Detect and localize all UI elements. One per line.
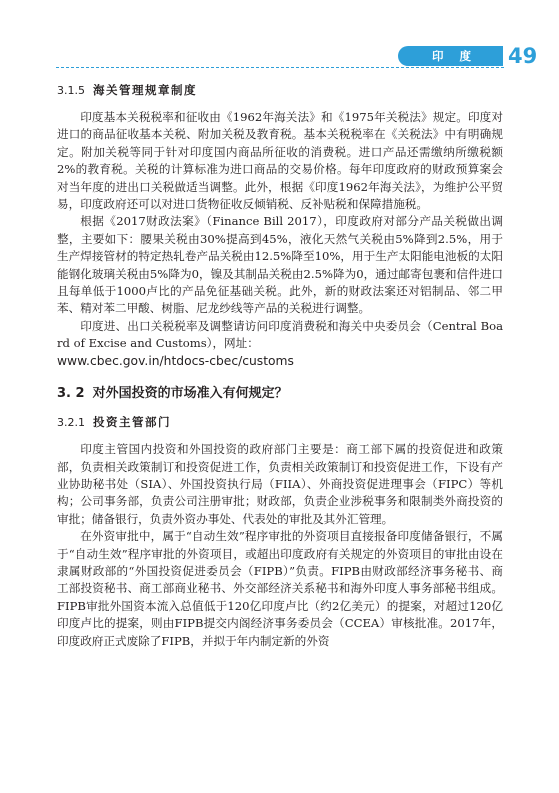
section-heading-3-2 bbox=[57, 384, 503, 404]
paragraph: 在外资审批中，属于“自动生效”程序审批的外资项目直接报备印度储备银行，不属于“自动生效”程序审批的外资项目，或超出印度政府有关规定的外资项目的审批由设在隶属财政部的“外国投资促进委员会（FIPB）”负责。FIPB由财政部经济事务秘书、商工部投资秘书、商工部商业秘书、外交部经济关系秘书和海外印度人事务部秘书组成。FIPB审批外国资本流入总值低于120亿印度卢比（约2亿美元）的提案，对超过120亿印度卢比的提案，则由FIPB提交内阁经济事务委员会（CCEA）审核批准。2017年，印度政府正式废除了FIPB，并拟于年内制定新的外资 bbox=[57, 529, 503, 648]
subsection-number: 3.1.5 bbox=[57, 84, 85, 97]
section-title: 对外国投资的市场准入有何规定？ bbox=[92, 386, 288, 402]
paragraph: 根据《2017财政法案》（Finance Bill 2017），印度政府对部分产品关税做出调整，主要如下：腰果关税由30%提高到45%，液化天然气关税由5%降到2.5%，用于生产焊接管材的特定热轧卷产品关税由12.5%降至10%，用于生产太阳能电池板的太阳能钢化玻璃关税由5%降为0，镍及其制品关税由2.5%降为0，通过邮寄包裹和信件进口且每单低于1000卢比的产品免征基础关税。此外，新的财政法案还对铝制品、邻二甲苯、精对苯二甲酸、树脂、尼龙纱线等产品的关税进行调整。 bbox=[57, 214, 503, 316]
header-tab bbox=[398, 46, 503, 66]
running-header-country: 印 度 bbox=[432, 49, 478, 63]
paragraph: 印度进、出口关税税率及调整请访问印度消费税和海关中央委员会（Central Board of Excise and Customs），网址： bbox=[57, 318, 503, 351]
paragraph: 印度主管国内投资和外国投资的政府部门主要是：商工部下属的投资促进和政策部，负责相关政策制订和投资促进工作，负责相关政策制订和投资促进工作，下设有产业协助秘书处（SIA）、外国投资执行局（FIIA）、外商投资促进理事会（FIPC）等机构；公司事务部，负责公司注册审批；财政部，负责企业涉税事务和限制类外商投资的审批；储备银行，负责外资办事处、代表处的审批及其外汇管理。 bbox=[57, 442, 503, 526]
header-divider bbox=[56, 67, 504, 69]
website-url: www.cbec.gov.in/htdocs-cbec/customs bbox=[57, 353, 294, 368]
subsection-heading-3-1-5 bbox=[57, 80, 503, 101]
subsection-title: 海关管理规章制度 bbox=[93, 83, 197, 97]
page-number: 49 bbox=[508, 44, 538, 68]
subsection-title: 投资主管部门 bbox=[93, 415, 171, 430]
subsection-number: 3.2.1 bbox=[57, 416, 85, 430]
paragraph: 印度基本关税税率和征收由《1962年海关法》和《1975年关税法》规定。印度对进口的商品征收基本关税、附加关税及教育税。基本关税税率在《关税法》中有明确规定。附加关税等同于针对印度国内商品所征收的消费税。进口产品还需缴纳所缴税额2%的教育税。关税的计算标准为进口商品的交易价格。每年印度政府的财政预算案会对当年度的进出口关税做适当调整。此外，根据《印度1962年海关法》，为维护公平贸易，印度政府还可以对进口货物征收反倾销税、反补贴税和保障措施税。 bbox=[57, 110, 503, 212]
subsection-heading-3-2-1 bbox=[57, 412, 503, 433]
page-body bbox=[57, 80, 503, 650]
section-number: 3. 2 bbox=[57, 386, 85, 402]
